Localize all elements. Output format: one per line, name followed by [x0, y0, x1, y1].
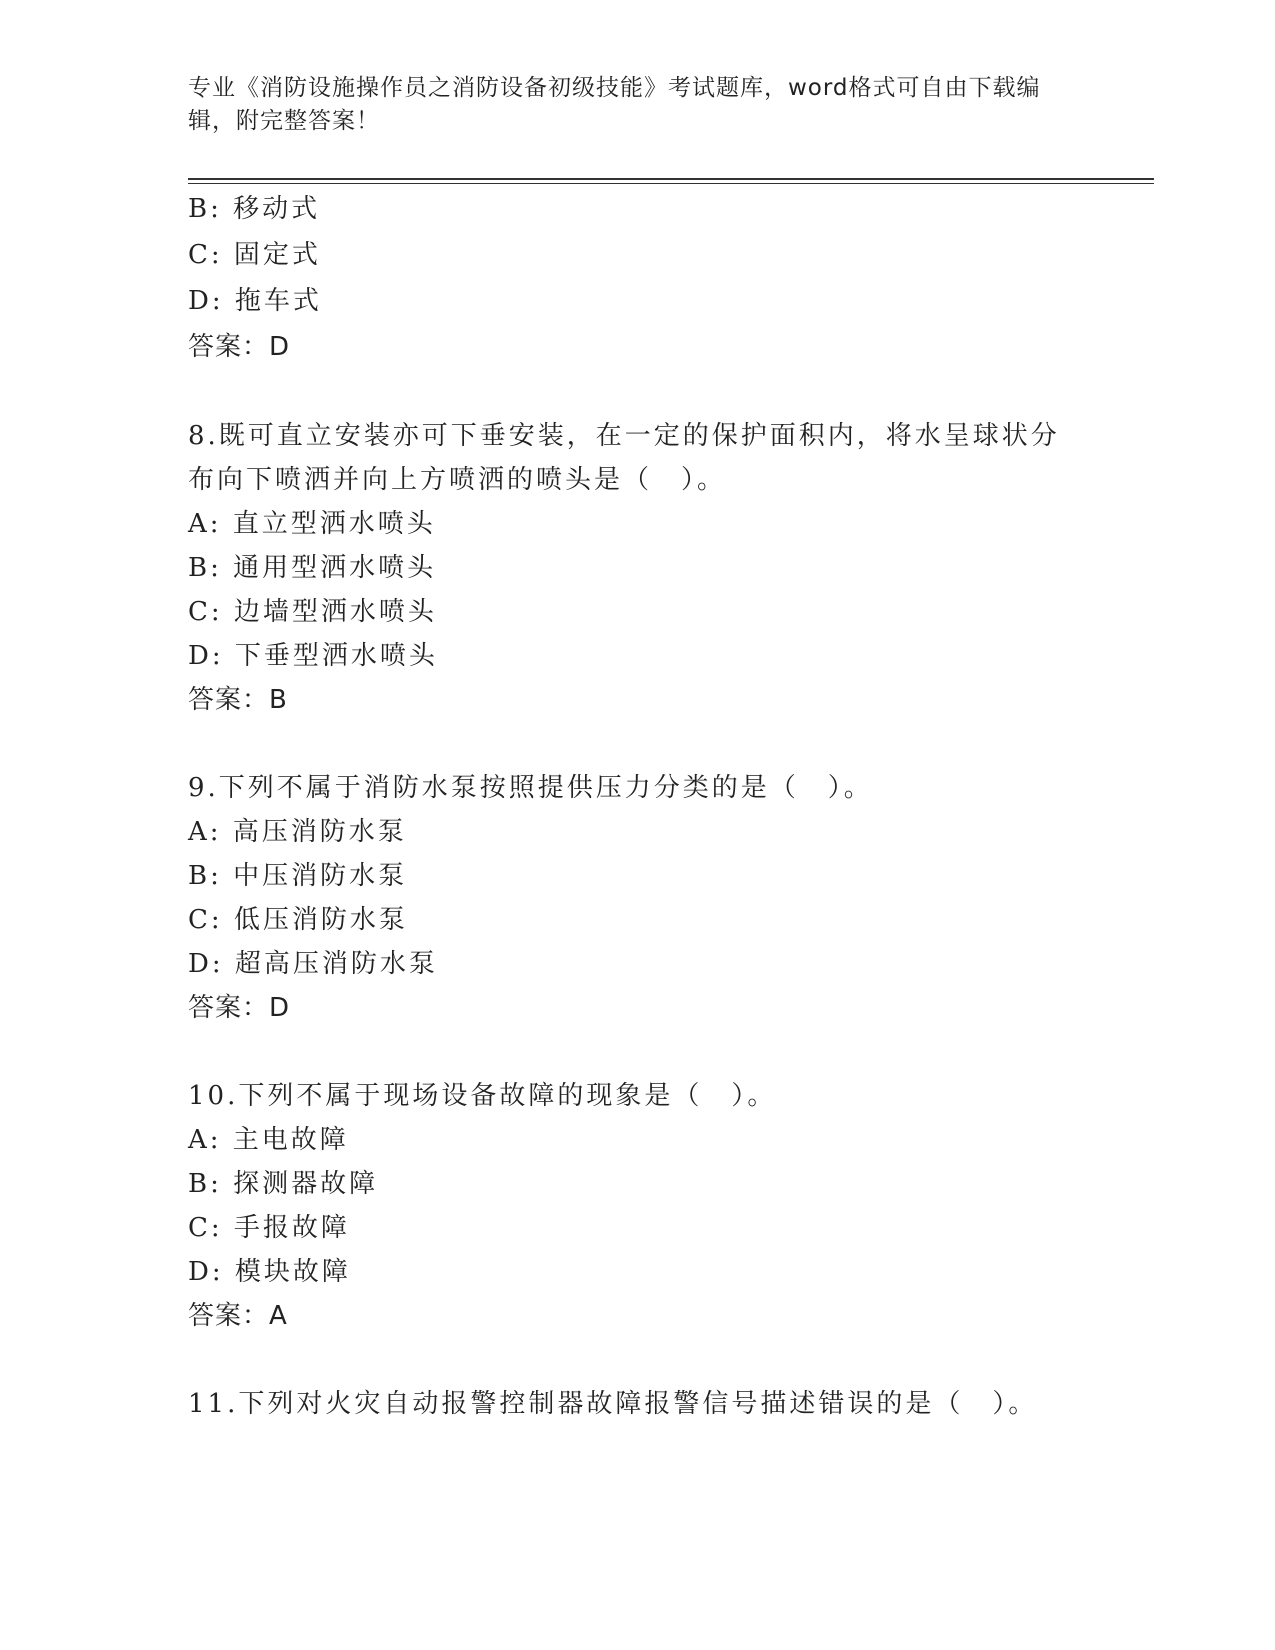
option-d: D: 模块故障 — [188, 1257, 351, 1287]
option-b: B: 移动式 — [188, 194, 321, 224]
question-9 — [188, 766, 1088, 1030]
question-list — [188, 186, 1088, 1426]
option-c: C: 手报故障 — [188, 1213, 350, 1243]
option-a: A: 高压消防水泵 — [188, 817, 407, 847]
option-d: D: 拖车式 — [188, 286, 322, 316]
option-a: A: 主电故障 — [188, 1125, 349, 1155]
question-stem: 9.下列不属于消防水泵按照提供压力分类的是（ ）。 — [188, 773, 873, 803]
option-d: D: 下垂型洒水喷头 — [188, 641, 438, 671]
option-a: A: 直立型洒水喷头 — [188, 509, 436, 539]
question-stem: 8.既可直立安装亦可下垂安装，在一定的保护面积内，将水呈球状分 — [188, 421, 1060, 451]
option-b: B: 通用型洒水喷头 — [188, 553, 437, 583]
option-c: C: 边墙型洒水喷头 — [188, 597, 437, 627]
question-8 — [188, 414, 1088, 722]
document-header — [188, 72, 1068, 138]
question-11 — [188, 1382, 1088, 1426]
header-divider-thin — [188, 183, 1154, 184]
option-d: D: 超高压消防水泵 — [188, 949, 438, 979]
question-stem-continued: 布向下喷洒并向上方喷洒的喷头是（ ）。 — [188, 465, 727, 495]
question-stem: 11.下列对火灾自动报警控制器故障报警信号描述错误的是（ ）。 — [188, 1389, 1038, 1419]
question-10 — [188, 1074, 1088, 1338]
option-c: C: 低压消防水泵 — [188, 905, 408, 935]
answer: 答案：A — [188, 1301, 288, 1331]
answer: 答案：B — [188, 685, 288, 715]
header-divider — [188, 178, 1154, 180]
option-b: B: 中压消防水泵 — [188, 861, 408, 891]
answer: 答案：D — [188, 993, 291, 1023]
option-b: B: 探测器故障 — [188, 1169, 379, 1199]
question-7 — [188, 186, 1088, 370]
question-stem: 10.下列不属于现场设备故障的现象是（ ）。 — [188, 1081, 777, 1111]
option-c: C: 固定式 — [188, 240, 321, 270]
answer: 答案：D — [188, 332, 291, 362]
header-title-line-2: 辑，附完整答案！ — [188, 108, 380, 134]
header-title-line-1: 专业《消防设施操作员之消防设备初级技能》考试题库，word格式可自由下载编 — [188, 75, 1041, 101]
